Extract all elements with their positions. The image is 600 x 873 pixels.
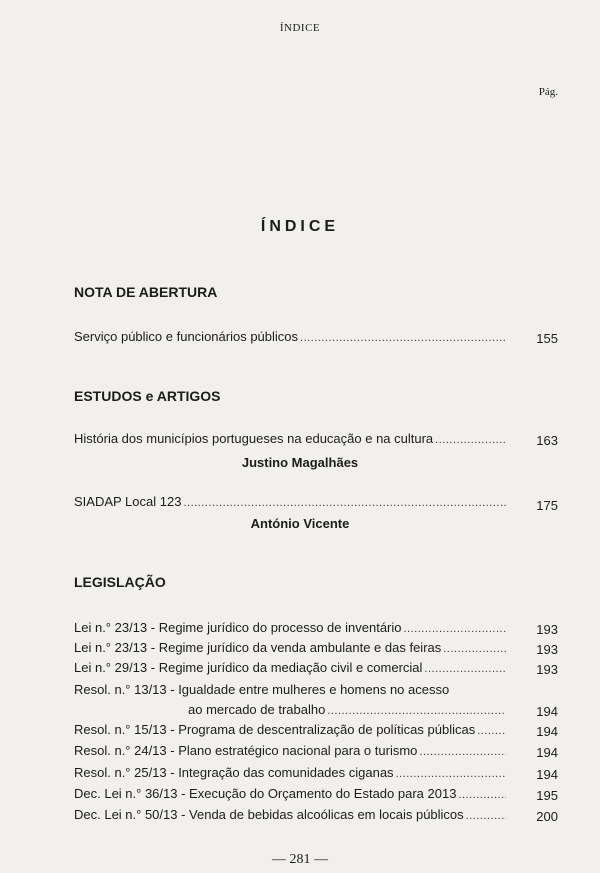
toc-entry-title: Dec. Lei n.° 50/13 - Venda de bebidas alcoólicas em locais públicos — [74, 807, 464, 822]
toc-entry-page: 163 — [536, 433, 558, 448]
page-column-label: Pág. — [538, 86, 558, 98]
toc-entry — [74, 431, 506, 449]
section-heading-estudos: ESTUDOS e ARTIGOS — [74, 388, 221, 404]
toc-entry — [74, 620, 506, 638]
toc-entry-title: Resol. n.° 24/13 - Plano estratégico nacional para o turismo — [74, 743, 418, 758]
toc-entry-page: 193 — [536, 642, 558, 657]
toc-entry — [74, 743, 506, 761]
toc-entry — [74, 329, 506, 347]
toc-entry-page: 194 — [536, 767, 558, 782]
toc-entry-title: Resol. n.° 25/13 - Integração das comunidades ciganas — [74, 765, 394, 780]
toc-entry-author: António Vicente — [250, 516, 350, 531]
toc-entry-title: Lei n.° 29/13 - Regime jurídico da mediação civil e comercial — [74, 660, 423, 675]
section-heading-legislacao: LEGISLAÇÃO — [74, 574, 166, 590]
toc-entry-page: 194 — [536, 724, 558, 739]
toc-entry-title: Lei n.° 23/13 - Regime jurídico do processo de inventário — [74, 620, 402, 635]
toc-entry-title: História dos municípios portugueses na educação e na cultura — [74, 431, 434, 446]
toc-entry-page: 155 — [536, 331, 558, 346]
toc-entry-page: 175 — [536, 498, 558, 513]
toc-entry-page: 194 — [536, 704, 558, 719]
toc-entry-page: 194 — [536, 745, 558, 760]
toc-entry-title: SIADAP Local 123 — [74, 494, 182, 509]
toc-entry — [74, 765, 506, 783]
page-number-footer: — 281 — — [272, 852, 328, 867]
toc-entry-title: Serviço público e funcionários públicos — [74, 329, 299, 344]
toc-entry-page: 200 — [536, 809, 558, 824]
toc-entry-author: Justino Magalhães — [241, 455, 359, 470]
toc-entry-page: 195 — [536, 788, 558, 803]
toc-entry-title: Dec. Lei n.° 36/13 - Execução do Orçamento do Estado para 2013 — [74, 786, 457, 801]
toc-entry — [74, 494, 506, 512]
section-heading-nota: NOTA DE ABERTURA — [74, 284, 218, 300]
toc-entry-page: 193 — [536, 662, 558, 677]
toc-entry-continuation: ao mercado de trabalho — [188, 702, 326, 717]
toc-entry — [188, 702, 506, 720]
toc-entry-title: Resol. n.° 13/13 - Igualdade entre mulheres e homens no acesso — [74, 682, 450, 697]
toc-entry — [74, 786, 506, 804]
toc-entry — [74, 722, 506, 740]
toc-entry-title: Resol. n.° 15/13 - Programa de descentralização de políticas públicas — [74, 722, 476, 737]
toc-entry — [74, 807, 506, 825]
page-title: ÍNDICE — [260, 218, 340, 235]
toc-entry-title: Lei n.° 23/13 - Regime jurídico da venda ambulante e das feiras — [74, 640, 442, 655]
toc-entry-page: 193 — [536, 622, 558, 637]
toc-entry — [74, 640, 506, 658]
running-head: ÍNDICE — [279, 22, 321, 34]
toc-entry — [74, 660, 506, 678]
